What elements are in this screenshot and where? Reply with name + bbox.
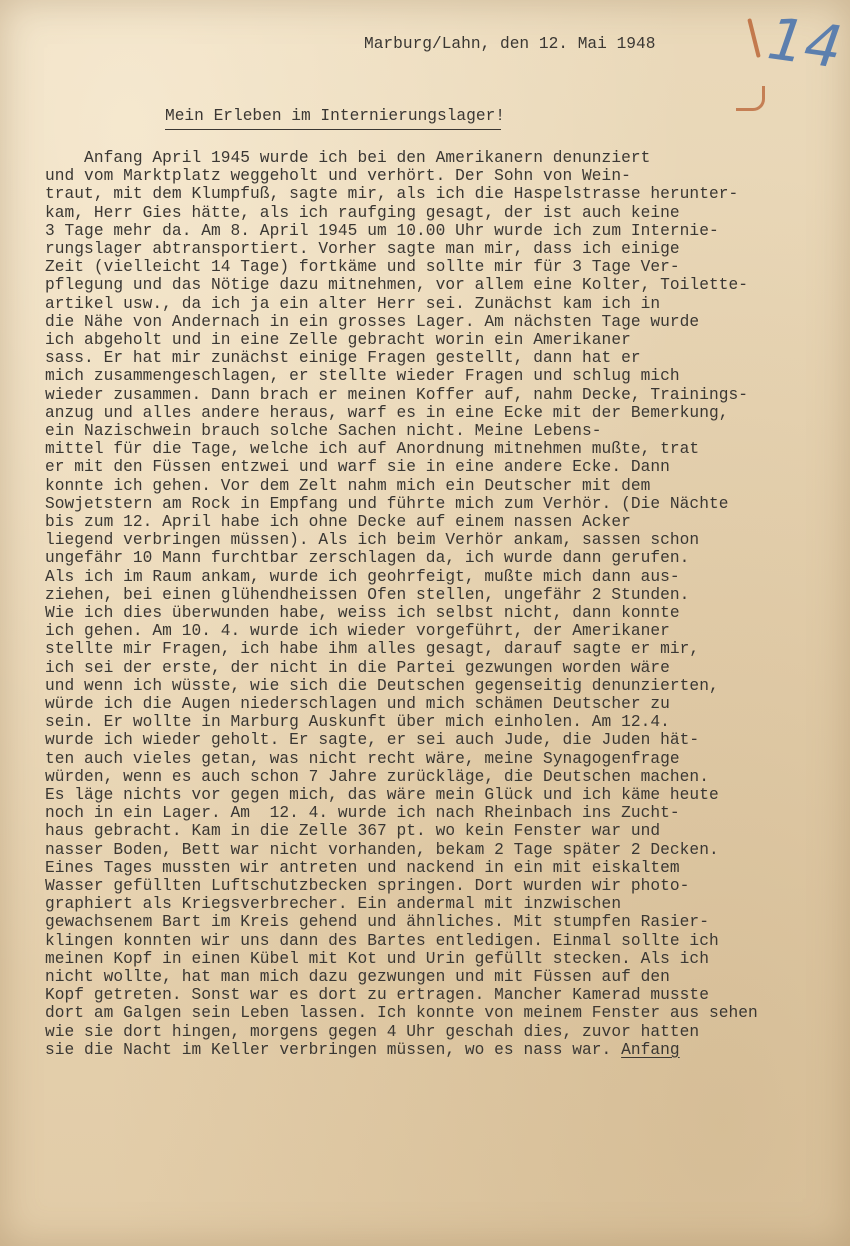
text-line [45, 496, 729, 512]
text-line-content: stellte mir Fragen, ich habe ihm alles gesagt, darauf sagte er mir, [45, 640, 700, 659]
text-line [45, 787, 719, 803]
text-line [45, 678, 719, 694]
text-line [45, 933, 719, 949]
text-line-content: Es läge nichts vor gegen mich, das wäre mein Glück und ich käme heute [45, 786, 719, 804]
text-line [45, 823, 660, 839]
text-line-content: wie sie dort hingen, morgens gegen 4 Uhr geschah dies, zuvor hatten [45, 1022, 700, 1041]
text-line [45, 587, 689, 603]
text-line-content: rungslager abtransportiert. Vorher sagte man mir, dass ich einige [45, 240, 680, 258]
text-line [45, 423, 602, 439]
text-line-content: Wasser gefüllten Luftschutzbecken springen. Dort wurden wir photo- [45, 877, 690, 895]
text-line-content: haus gebracht. Kam in die Zelle 367 pt. wo kein Fenster war und [45, 822, 661, 841]
place-date: Marburg/Lahn, den 12. Mai 1948 [364, 35, 656, 53]
text-line [45, 623, 670, 639]
text-line-content: mittel für die Tage, welche ich auf Anordnung mitnehmen mußte, trat [45, 440, 700, 459]
text-line [45, 205, 680, 221]
text-line [45, 860, 680, 876]
text-line-content: mich zusammengeschlagen, er stellte wieder Fragen und schlug mich [45, 367, 680, 386]
text-line [45, 878, 689, 894]
text-line-content: würden, wenn es auch schon 7 Jahre zurückläge, die Deutschen machen. [45, 767, 709, 786]
pencil-hook-mark [736, 86, 765, 111]
text-line-content: und vom Marktplatz weggeholt und verhört. Der Sohn von Wein- [45, 167, 631, 186]
page-number: 14 [763, 4, 847, 82]
text-line [45, 1024, 699, 1040]
text-line [45, 641, 699, 657]
continuation-word: Anfang [621, 1040, 680, 1059]
text-line [45, 550, 689, 566]
text-line [45, 732, 699, 748]
text-line-content: dort am Galgen sein Leben lassen. Ich konnte von meinem Fenster aus sehen [45, 1004, 758, 1023]
text-line [45, 277, 748, 293]
text-line [45, 1005, 758, 1021]
text-line-content: er mit den Füssen entzwei und warf sie in eine andere Ecke. Dann [45, 458, 670, 477]
text-line [45, 241, 680, 257]
text-line [45, 314, 699, 330]
text-line [45, 1042, 680, 1058]
text-line [45, 805, 680, 821]
text-line-content: ziehen, bei einen glühendheissen Ofen stellen, ungefähr 2 Stunden. [45, 585, 690, 604]
title-underline [165, 129, 501, 130]
text-line [45, 951, 709, 967]
text-line [45, 150, 650, 166]
text-line [45, 441, 699, 457]
text-line [45, 751, 680, 767]
document-title-text: Mein Erleben im Internierungslager! [165, 107, 505, 125]
text-line [45, 459, 670, 475]
text-line-content: artikel usw., da ich ja ein alter Herr sei. Zunächst kam ich in [45, 294, 661, 313]
pencil-mark [747, 18, 761, 58]
text-line [45, 914, 709, 930]
text-line [45, 478, 650, 494]
text-line [45, 259, 680, 275]
text-line-content: ungefähr 10 Mann furchtbar zerschlagen da, ich wurde dann gerufen. [45, 549, 690, 568]
text-line [45, 696, 670, 712]
text-line [45, 514, 631, 530]
text-line-content: Kopf getreten. Sonst war es dort zu ertragen. Mancher Kamerad musste [45, 986, 709, 1005]
text-line-content: anzug und alles andere heraus, warf es in eine Ecke mit der Bemerkung, [45, 403, 729, 422]
text-line [45, 332, 631, 348]
text-line [45, 896, 621, 912]
text-line [45, 660, 670, 676]
text-line [45, 569, 680, 585]
text-line-content: ten auch vieles getan, was nicht recht wäre, meine Synagogenfrage [45, 749, 680, 768]
text-line-content: Als ich im Raum ankam, wurde ich geohrfeigt, mußte mich dann aus- [45, 567, 680, 586]
text-line-content: traut, mit dem Klumpfuß, sagte mir, als ich die Haspelstrasse herunter- [45, 185, 739, 204]
text-line-content: 3 Tage mehr da. Am 8. April 1945 um 10.00 Uhr wurde ich zum Internie- [45, 221, 719, 240]
text-line [45, 605, 680, 621]
text-line-content: liegend verbringen müssen). Als ich beim Verhör ankam, sassen schon [45, 531, 700, 550]
text-line [45, 532, 699, 548]
text-line-content: nicht wollte, hat man mich dazu gezwungen und mit Füssen auf den [45, 968, 670, 986]
text-line [45, 186, 738, 202]
text-line-content: die Nähe von Andernach in ein grosses Lager. Am nächsten Tage wurde [45, 312, 700, 331]
text-line [45, 987, 709, 1003]
text-line-content: meinen Kopf in einen Kübel mit Kot und Urin gefüllt stecken. Als ich [45, 949, 709, 968]
text-line-content: sass. Er hat mir zunächst einige Fragen gestellt, dann hat er [45, 349, 641, 368]
text-line [45, 969, 670, 985]
text-line-content: ein Nazischwein brauch solche Sachen nicht. Meine Lebens- [45, 422, 602, 440]
text-line-content: Sowjetstern am Rock in Empfang und führte mich zum Verhör. (Die Nächte [45, 494, 729, 513]
text-line-content: Eines Tages mussten wir antreten und nackend in ein mit eiskaltem [45, 858, 680, 877]
text-line [45, 387, 748, 403]
text-line-content: würde ich die Augen niederschlagen und mich schämen Deutscher zu [45, 695, 670, 713]
text-line-content: ich gehen. Am 10. 4. wurde ich wieder vorgeführt, der Amerikaner [45, 622, 670, 641]
document-title [165, 107, 505, 125]
text-line-content: Wie ich dies überwunden habe, weiss ich selbst nicht, dann konnte [45, 604, 680, 622]
text-line [45, 714, 670, 730]
text-line-content: ich abgeholt und in eine Zelle gebracht worin ein Amerikaner [45, 331, 631, 349]
text-line-content: wurde ich wieder geholt. Er sagte, er sei auch Jude, die Juden hät- [45, 731, 700, 750]
text-line [45, 769, 709, 785]
text-line-content: wieder zusammen. Dann brach er meinen Koffer auf, nahm Decke, Trainings- [45, 385, 749, 404]
text-line-content: bis zum 12. April habe ich ohne Decke auf einem nassen Acker [45, 513, 631, 531]
text-line-content: gewachsenem Bart im Kreis gehend und ähnliches. Mit stumpfen Rasier- [45, 913, 709, 932]
text-line-content: nasser Boden, Bett war nicht vorhanden, bekam 2 Tage später 2 Decken. [45, 840, 719, 859]
text-line-content: Anfang April 1945 wurde ich bei den Amerikanern denunziert [45, 149, 651, 167]
text-line-content: sie die Nacht im Keller verbringen müssen, wo es nass war. [45, 1040, 612, 1059]
text-line [45, 350, 641, 366]
text-line [45, 296, 660, 312]
text-line-content: konnte ich gehen. Vor dem Zelt nahm mich ein Deutscher mit dem [45, 476, 651, 495]
text-line-content: graphiert als Kriegsverbrecher. Ein andermal mit inzwischen [45, 895, 622, 914]
text-line-content: und wenn ich wüsste, wie sich die Deutschen gegenseitig denunzierten, [45, 676, 719, 695]
text-line [45, 842, 719, 858]
text-line-content: pflegung und das Nötige dazu mitnehmen, vor allem eine Kolter, Toilette- [45, 276, 749, 295]
text-line-content: Zeit (vielleicht 14 Tage) fortkäme und sollte mir für 3 Tage Ver- [45, 258, 680, 277]
text-line-content: noch in ein Lager. Am 12. 4. wurde ich nach Rheinbach ins Zucht- [45, 804, 680, 823]
text-line-content: sein. Er wollte in Marburg Auskunft über mich einholen. Am 12.4. [45, 713, 670, 732]
text-line [45, 405, 729, 421]
text-line [45, 368, 680, 384]
text-line-content: kam, Herr Gies hätte, als ich raufging gesagt, der ist auch keine [45, 203, 680, 222]
text-line-content: klingen konnten wir uns dann des Bartes entledigen. Einmal sollte ich [45, 931, 719, 950]
text-line [45, 223, 719, 239]
text-line-content: ich sei der erste, der nicht in die Partei gezwungen worden wäre [45, 658, 670, 677]
text-line [45, 168, 631, 184]
